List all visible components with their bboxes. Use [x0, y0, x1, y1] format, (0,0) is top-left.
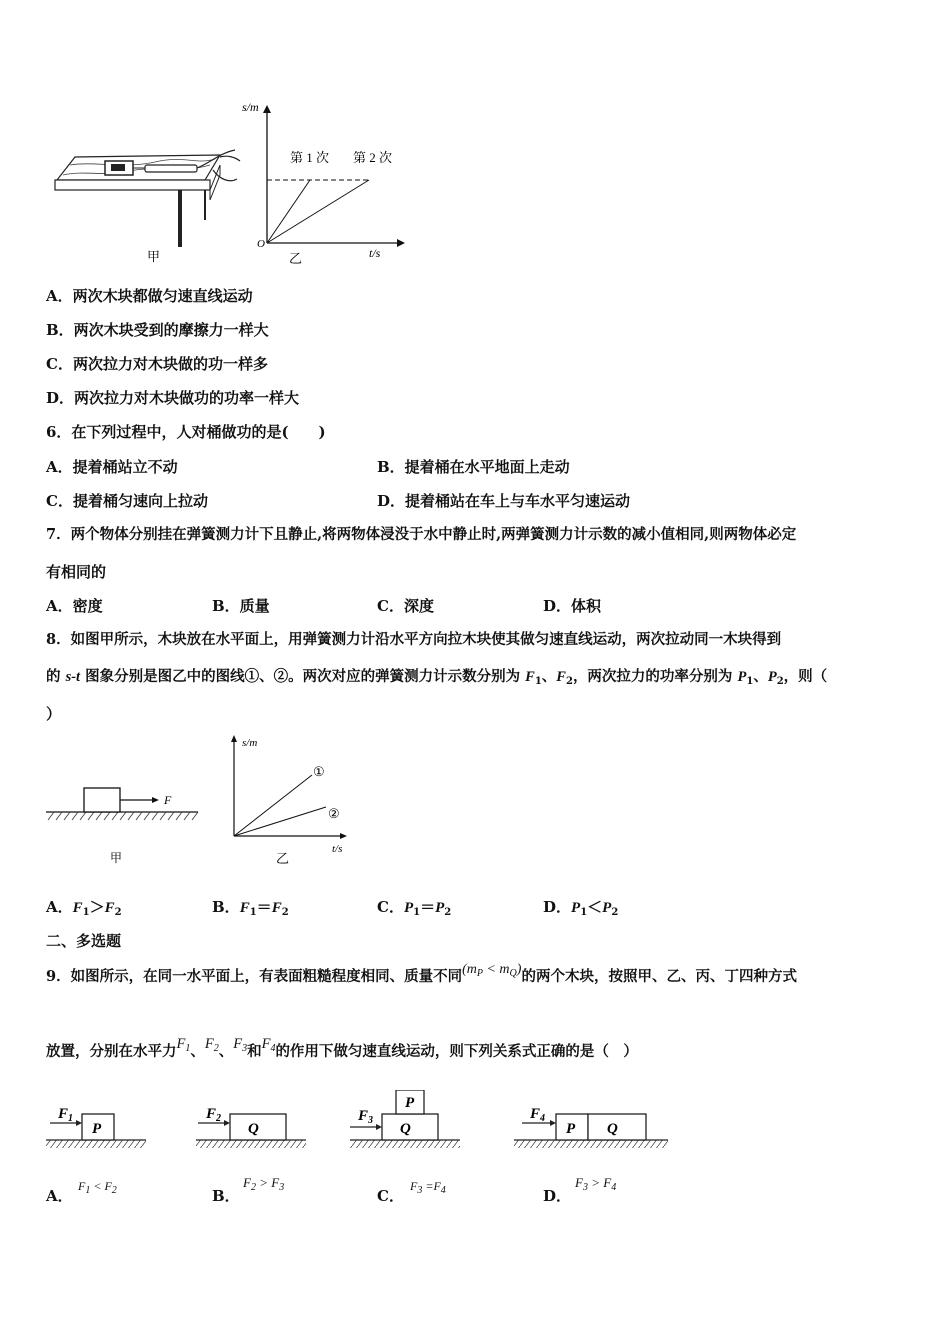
q8-x-axis-label: t/s: [332, 843, 343, 855]
q9-stem-line2: 放置，分别在水平力$F_1$、$F_2$、$F_3$和$F_4$的作用下做匀速直线运动，则下列关系式正确的是（ ）: [46, 1036, 638, 1060]
q9-option-c-expr: $F_3 =F_4$: [410, 1179, 446, 1196]
q7-option-b: B．质量: [212, 597, 270, 615]
q9-bing-force-label: $F_3$: [358, 1108, 374, 1126]
q5-x-axis-label: t/s: [369, 246, 381, 260]
q8-stem-line1: 8．如图甲所示，木块放在水平面上，用弹簧测力计沿水平方向拉木块使其做匀速直线运动，两次拉动同一木块得到: [46, 631, 782, 648]
q9-setup-jia: [46, 1106, 146, 1148]
q7-option-a: A．密度: [46, 597, 103, 615]
q9-figure: [40, 1090, 680, 1160]
q8-y-axis-label: s/m: [242, 737, 258, 749]
q8-force-label: F: [164, 793, 172, 807]
q9-ding-force-label: $F_4$: [530, 1106, 546, 1124]
q5-y-axis-label: s/m: [242, 100, 259, 114]
ground-hatch: [48, 812, 198, 820]
q6-option-c: C．提着桶匀速向上拉动: [46, 492, 208, 510]
q9-option-a-label: A．: [46, 1187, 73, 1205]
q5-option-b: B．两次木块受到的摩擦力一样大: [46, 321, 269, 339]
q7-stem-line2: 有相同的: [46, 563, 107, 581]
q6-option-b: B．提着桶在水平地面上走动: [377, 458, 570, 476]
q8-stem-line3: ）: [46, 705, 62, 723]
q9-option-d-label: D．: [543, 1187, 572, 1205]
q9-option-d-expr: $F_3 > F_4$: [575, 1175, 617, 1193]
q8-line2-label: ②: [328, 806, 340, 821]
q8-option-c: C．$P_1=P_2$: [377, 898, 452, 918]
q8-graph-line-1: [234, 775, 312, 836]
q5-fig-yi-label: 乙: [289, 251, 303, 266]
q9-jia-force-label: $F_1$: [58, 1106, 74, 1124]
q9-option-a-expr: $F_1 < F_2$: [78, 1179, 117, 1196]
q5-st-graph: [263, 105, 405, 247]
q8-figure: [40, 730, 370, 870]
q8-fig-jia-label: 甲: [110, 851, 123, 865]
q9-setup-yi: [196, 1106, 306, 1148]
q9-yi-force-label: $F_2$: [206, 1106, 222, 1124]
q8-stem-line2: 的 s-t 图象分别是图乙中的图线①、②。两次对应的弹簧测力计示数分别为 $F_1$、$F_2$，两次拉力的功率分别为 $P_1$、$P_2$，则（: [46, 668, 828, 687]
q9-ding-block-p: P: [566, 1121, 576, 1137]
q5-figure: [45, 95, 415, 270]
q9-ding-block-q: Q: [607, 1121, 618, 1137]
q5-legend-2: 第 2 次: [353, 150, 393, 165]
q8-option-a: A．$F_1>F_2$: [46, 898, 122, 918]
q9-setup-ding: [514, 1106, 668, 1148]
q5-table-illustration: [55, 150, 240, 247]
graph-line-2: [267, 180, 369, 243]
q5-option-d: D．两次拉力对木块做功的功率一样大: [46, 389, 300, 407]
q6-stem: 6．在下列过程中，人对桶做功的是( ): [46, 423, 326, 441]
q5-fig-jia-label: 甲: [147, 249, 161, 264]
q9-setup-bing: [350, 1090, 460, 1148]
q9-option-b-expr: $F_2 > F_3$: [243, 1175, 285, 1193]
q5-legend-1: 第 1 次: [290, 150, 330, 165]
q9-option-c-label: C．: [377, 1187, 404, 1205]
q8-line1-label: ①: [313, 764, 325, 779]
q8-option-b: B．$F_1=F_2$: [212, 898, 289, 918]
q9-bing-block-p: P: [405, 1095, 415, 1111]
q8-fig-yi-label: 乙: [276, 851, 290, 866]
q7-option-c: C．深度: [377, 597, 434, 615]
q7-stem-line1: 7．两个物体分别挂在弹簧测力计下且静止,将两物体浸没于水中静止时,两弹簧测力计示数的减小值相同,则两物体必定: [46, 526, 797, 543]
q9-jia-block-p: P: [92, 1121, 102, 1137]
q8-graph-line-2: [234, 807, 326, 836]
q9-yi-block-q: Q: [248, 1121, 259, 1137]
q9-stem-line1: 9．如图所示，在同一水平面上，有表面粗糙程度相同、质量不同$(m_P < m_Q)$的两个木块，按照甲、乙、丙、丁四种方式: [46, 962, 797, 985]
q9-option-b-label: B．: [212, 1187, 240, 1205]
spring-scale: [145, 165, 197, 172]
q7-option-d: D．体积: [543, 597, 602, 615]
q9-bing-block-q: Q: [400, 1121, 411, 1137]
q8-option-d: D．$P_1<P_2$: [543, 898, 619, 918]
q5-option-a: A．两次木块都做匀速直线运动: [46, 287, 253, 305]
q8-block: [84, 788, 120, 812]
q6-option-a: A．提着桶站立不动: [46, 458, 178, 476]
section-title: 二、多选题: [46, 932, 122, 950]
graph-line-1: [267, 180, 310, 243]
q5-origin-label: O: [257, 238, 265, 250]
q6-option-d: D．提着桶站在车上与车水平匀速运动: [377, 492, 631, 510]
q5-option-c: C．两次拉力对木块做的功一样多: [46, 355, 268, 373]
